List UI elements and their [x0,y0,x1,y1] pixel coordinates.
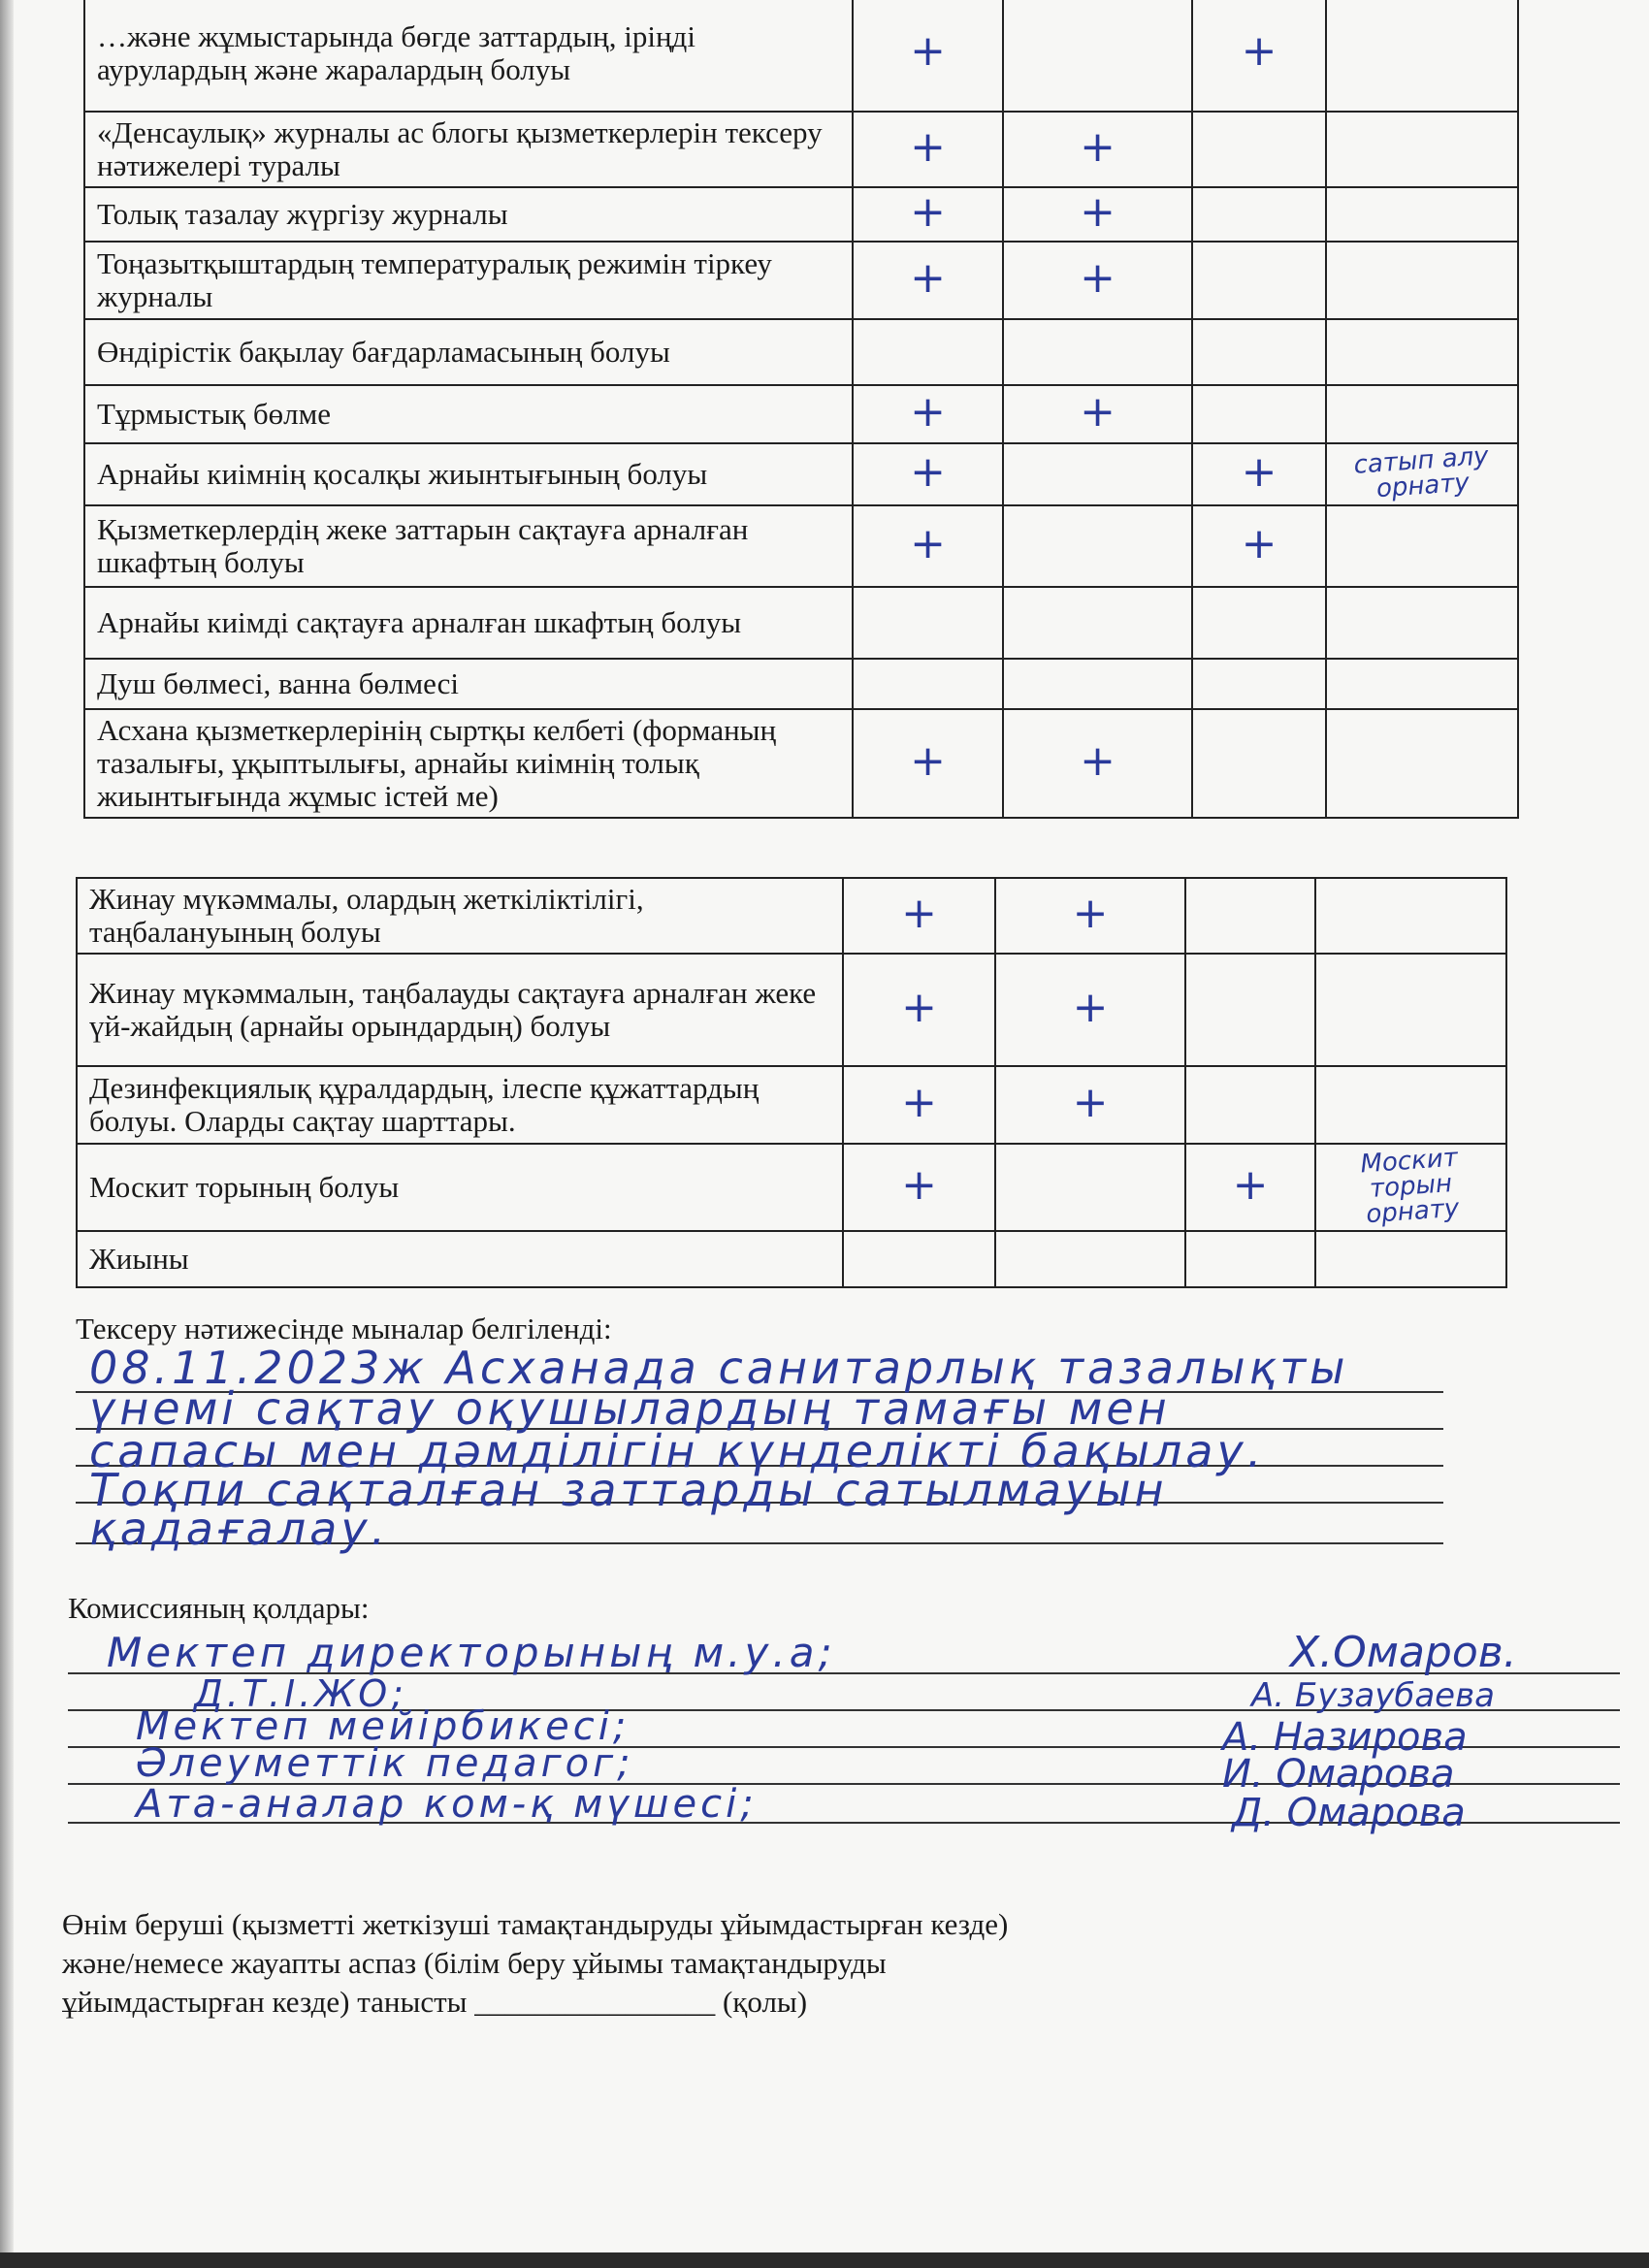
commission-role: Әлеуметтік педагог; [136,1741,634,1786]
check-cell [995,1144,1185,1231]
check-cell [1192,587,1326,659]
note-cell [1326,112,1518,187]
results-line: үнемі сақтау оқушылардың тамағы мен [89,1382,1171,1435]
note-cell [1326,505,1518,587]
criterion-label: Асхана қызметкерлерінің сыртқы келбеті (форманың тазалығы, ұқыптылығы, арнайы киімнің толық жиынтығында жұмыс істей ме) [84,709,853,818]
table-row [77,1144,1506,1231]
note-cell [1315,1066,1506,1144]
table-row [84,187,1518,242]
table-row [84,385,1518,443]
criterion-label: Толық тазалау жүргізу журналы [84,187,853,242]
table-row [84,112,1518,187]
table-row [84,0,1518,112]
handwritten-mark: + [910,26,946,76]
handwritten-mark: + [1241,519,1277,568]
check-cell [1003,187,1192,242]
handwritten-mark: + [901,1160,937,1210]
acknowledgement-line: және/немесе жауапты аспаз (білім беру ұйымы тамақтандыруды [62,1946,887,1980]
check-cell [1192,0,1326,112]
handwritten-mark: + [1080,122,1116,172]
handwritten-mark: + [910,187,946,237]
check-cell [1003,319,1192,385]
criterion-label: Тұрмыстық бөлме [84,385,853,443]
criterion-label: Дезинфекциялық құралдардың, ілеспе құжаттардың болуы. Оларды сақтау шарттары. [77,1066,843,1144]
handwritten-mark: + [1080,736,1116,786]
results-line: қадағалау. [89,1503,390,1555]
note-cell [1326,385,1518,443]
check-cell [1003,0,1192,112]
check-cell [853,112,1003,187]
check-cell [853,187,1003,242]
handwritten-mark: + [901,1078,937,1127]
commission-role: Мектеп мейірбикесі; [136,1704,630,1749]
check-cell [1192,385,1326,443]
handwritten-mark: + [1241,447,1277,497]
handwritten-mark: + [910,736,946,786]
note-cell [1315,1144,1506,1231]
check-cell [1003,659,1192,709]
handwritten-mark: + [1072,983,1109,1032]
handwritten-mark: + [910,447,946,497]
note-cell [1326,0,1518,112]
table-row [84,587,1518,659]
handwritten-mark: + [910,253,946,303]
commission-role: Д.Т.І.ЖО; [194,1672,407,1715]
handwritten-mark: + [1080,187,1116,237]
check-cell [853,587,1003,659]
commission-heading: Комиссияның қолдары: [68,1591,370,1625]
check-cell [1192,319,1326,385]
table-2-body [77,878,1506,1287]
acknowledgement-line: Өнім беруші (қызметті жеткізуші тамақтандыруды ұйымдастырған кезде) [62,1907,1009,1941]
check-cell [853,659,1003,709]
note-cell [1315,954,1506,1066]
check-cell [853,319,1003,385]
handwritten-mark: + [1080,387,1116,437]
signature: И. Омарова [1222,1752,1455,1797]
note-cell [1326,709,1518,818]
signature: А. Бузаубаева [1251,1676,1495,1715]
check-cell [1192,187,1326,242]
handwritten-mark: + [910,387,946,437]
check-cell [843,1066,995,1144]
criterion-label: Жинау мүкәммалын, таңбалауды сақтауға арналған жеке үй-жайдың (арнайы орындардың) болуы [77,954,843,1066]
note-cell [1326,659,1518,709]
handwritten-mark: + [910,519,946,568]
criterion-label: Тоңазытқыштардың температуралық режимін тіркеу журналы [84,242,853,319]
handwritten-mark: + [1232,1160,1269,1210]
inspection-table-1 [83,0,1519,819]
check-cell [1185,878,1315,954]
results-heading: Тексеру нәтижесінде мыналар белгіленді: [76,1312,612,1345]
results-line: сапасы мен дәмділігін күнделікті бақылау. [89,1425,1266,1477]
signature: Х.Омаров. [1290,1628,1517,1677]
criterion-label: Жинау мүкәммалы, олардың жеткіліктілігі, таңбалануының болуы [77,878,843,954]
check-cell [1185,1144,1315,1231]
criterion-label: Өндірістік бақылау бағдарламасының болуы [84,319,853,385]
table-row [77,1066,1506,1144]
acknowledgement-block [62,1905,1008,2022]
check-cell [995,1066,1185,1144]
check-cell [1003,505,1192,587]
note-cell [1326,443,1518,505]
table-row [84,242,1518,319]
scan-bottom-edge [0,2252,1649,2268]
note-cell [1326,319,1518,385]
check-cell [1003,385,1192,443]
check-cell [1192,659,1326,709]
check-cell [843,1144,995,1231]
handwritten-note: сатып алу орнату [1352,441,1490,504]
check-cell [1003,112,1192,187]
check-cell [853,709,1003,818]
note-cell [1326,587,1518,659]
check-cell [1192,443,1326,505]
note-cell [1315,878,1506,954]
check-cell [853,443,1003,505]
signature: Д. Омарова [1232,1791,1466,1835]
handwritten-mark: + [1080,253,1116,303]
check-cell [853,0,1003,112]
check-cell [1003,709,1192,818]
check-cell [853,505,1003,587]
check-cell [1003,443,1192,505]
table-1-body [84,0,1518,818]
results-line: 08.11.2023ж Асханада санитарлық тазалықты [89,1342,1349,1394]
check-cell [843,878,995,954]
note-cell [1315,1231,1506,1287]
criterion-label: Жиыны [77,1231,843,1287]
acknowledgement-line: ұйымдастырған кезде) танысты ________________ (қолы) [62,1985,808,2019]
handwritten-mark: + [910,122,946,172]
handwritten-mark: + [1241,26,1277,76]
check-cell [1185,954,1315,1066]
criterion-label: Арнайы киімді сақтауға арналған шкафтың болуы [84,587,853,659]
handwritten-note: Москит торын орнату [1359,1143,1461,1230]
check-cell [853,242,1003,319]
criterion-label: Қызметкерлердің жеке заттарын сақтауға арналған шкафтың болуы [84,505,853,587]
check-cell [1192,505,1326,587]
check-cell [843,1231,995,1287]
inspection-table-2 [76,877,1507,1288]
check-cell [1192,242,1326,319]
check-cell [1185,1231,1315,1287]
table-row [77,1231,1506,1287]
signature: А. Назирова [1222,1715,1468,1760]
criterion-label: Москит торының болуы [77,1144,843,1231]
check-cell [995,1231,1185,1287]
commission-role: Ата-аналар ком-қ мүшесі; [136,1782,758,1827]
check-cell [1003,242,1192,319]
criterion-label: «Денсаулық» журналы ас блогы қызметкерлерін тексеру нәтижелері туралы [84,112,853,187]
check-cell [843,954,995,1066]
check-cell [1192,112,1326,187]
note-cell [1326,242,1518,319]
table-row [84,319,1518,385]
table-row [84,443,1518,505]
commission-role: Мектеп директорының м.у.а; [107,1629,836,1676]
check-cell [995,878,1185,954]
check-cell [1192,709,1326,818]
criterion-label: …және жұмыстарында бөгде заттардың, іріңді аурулардың және жаралардың болуы [84,0,853,112]
handwritten-mark: + [901,983,937,1032]
check-cell [1185,1066,1315,1144]
check-cell [1003,587,1192,659]
table-row [84,505,1518,587]
scan-edge [0,0,14,2268]
note-cell [1326,187,1518,242]
handwritten-mark: + [901,889,937,938]
table-row [77,954,1506,1066]
table-row [84,709,1518,818]
handwritten-mark: + [1072,1078,1109,1127]
results-line: Тоқпи сақталған заттарды сатылмауын [89,1464,1168,1516]
handwritten-mark: + [1072,889,1109,938]
criterion-label: Арнайы киімнің қосалқы жиынтығының болуы [84,443,853,505]
criterion-label: Душ бөлмесі, ванна бөлмесі [84,659,853,709]
check-cell [853,385,1003,443]
table-row [84,659,1518,709]
check-cell [995,954,1185,1066]
table-row [77,878,1506,954]
